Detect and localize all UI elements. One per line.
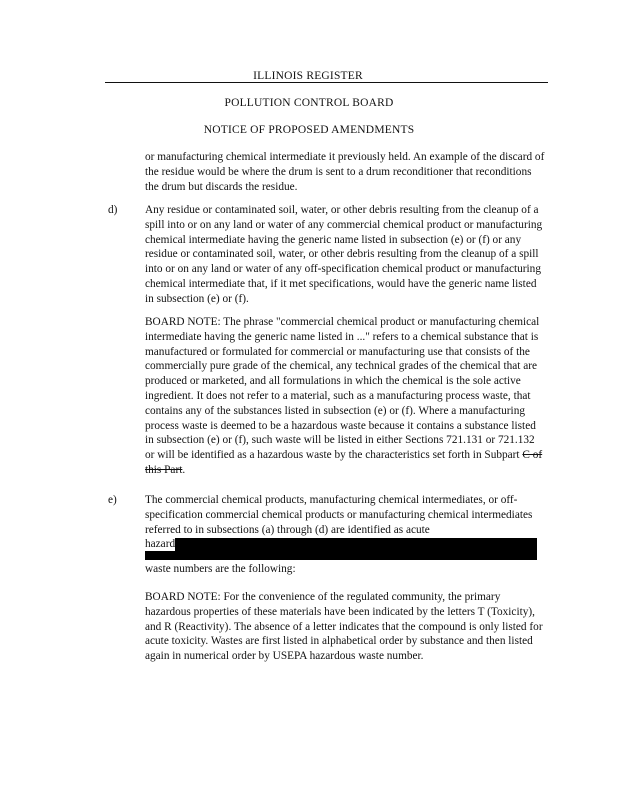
section-d-board-note [145,315,545,478]
continuation-paragraph: or manufacturing chemical intermediate it previously held. An example of the discard of the residue would be where the drum is sent to a drum reconditioner that reconditions the drum but discards the residue. [145,151,545,193]
redaction-mark [145,551,175,560]
board-title: POLLUTION CONTROL BOARD [224,97,394,109]
section-e-paragraph-bottom: waste numbers are the following: [145,563,296,575]
section-e-label: e) [108,494,117,506]
section-e-board-note: BOARD NOTE: For the convenience of the regulated community, the primary hazardous properties of these materials have been indicated by the letters T (Toxicity), and R (Reactivity). The absence of a letter indicates that the compound is only listed for acute toxicity. Wastes are first listed in alphabetical order by substance and then listed again in numerical order by USEPA hazardous waste number. [145,591,543,663]
section-d-paragraph: Any residue or contaminated soil, water, or other debris resulting from the cleanup of a spill into or on any land or water of any commercial chemical product or manufacturing chemical intermediate having the generic name listed in subsection (e) or (f) or any residue or contaminated soil, water, or other debris resulting from the cleanup of a spill into or on any land or water of any off-specification chemical product or manufacturing chemical intermediate that, if it met specifications, would have the generic name listed in subsection (e) or (f). [145,204,543,305]
section-e-paragraph-top: The commercial chemical products, manufacturing chemical intermediates, or off-specification commercial chemical products or manufacturing chemical intermediates referred to in subsections (a) through (d) are identified as acute [145,494,533,536]
board-note-end: . [182,463,186,476]
register-title: ILLINOIS REGISTER [253,70,363,82]
board-note-text: BOARD NOTE: The phrase "commercial chemical product or manufacturing chemical intermediate having the generic name listed in ..." refers to a chemical substance that is manufactured or formulated for commercial or manufacturing use that consists of the commercially pure grade of the chemical, any technical grades of the chemical that are produced or marketed, and all formulations in which the chemical is the sole active ingredient. It does not refer to a material, such as a manufacturing process waste, that contains any of the substances listed in subsection (e) or (f). Where a manufacturing process waste is deemed to be a hazardous waste because it contains a substance listed in subsection (e) or (f), such waste will be listed in either Sections 721.131 or 721.132 or will be identified as a hazardous waste by the characteristics set forth in Subpart [145,316,540,462]
section-d-label: d) [108,204,118,216]
section-e-line-start: hazard [145,538,176,550]
notice-title: NOTICE OF PROPOSED AMENDMENTS [203,124,415,136]
redaction-bar [175,538,537,560]
header-rule [105,82,548,83]
board-note-struck-text: C of this Part [145,449,543,476]
